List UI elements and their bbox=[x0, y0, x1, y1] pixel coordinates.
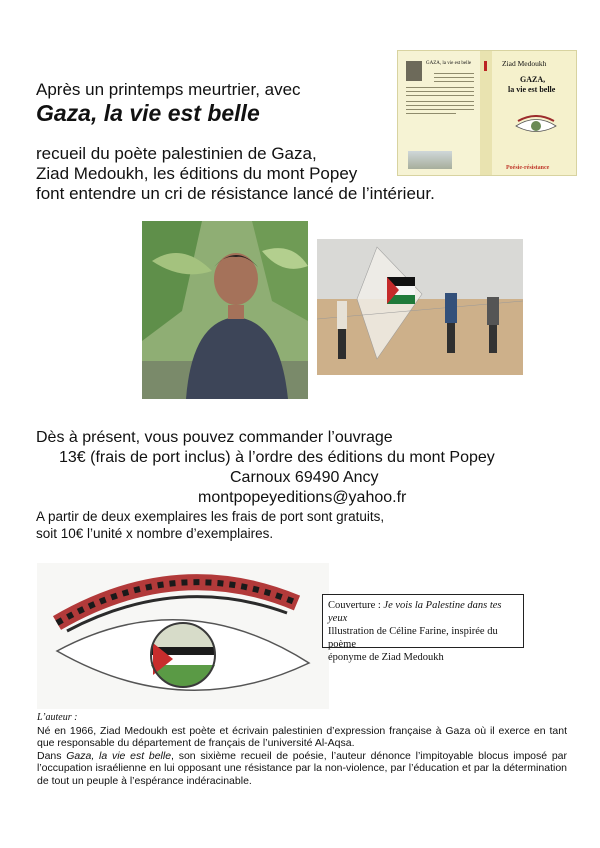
caption-line-3: éponyme de Ziad Medoukh bbox=[328, 652, 444, 663]
book-back-title: GAZA, la vie est belle bbox=[426, 61, 472, 66]
book-cover-image bbox=[397, 50, 577, 176]
order-line-6: soit 10€ l’unité x nombre d’exemplaires. bbox=[36, 526, 274, 541]
book-back-cover bbox=[398, 51, 480, 175]
intro-line-3: Ziad Medoukh, les éditions du mont Popey bbox=[36, 164, 358, 183]
flag-kite-photo bbox=[317, 239, 523, 375]
author-paragraph-1: Né en 1966, Ziad Medoukh est poète et écrivain palestinien d’expression française à Gaza où il exerce en tant que responsable du département de français de l’université Al-Aqsa. bbox=[37, 724, 567, 749]
cover-caption bbox=[322, 594, 524, 663]
book-front-cover bbox=[492, 51, 576, 175]
author-book-title: Gaza, la vie est belle bbox=[66, 749, 172, 762]
book-title: Gaza, la vie est belle bbox=[36, 100, 260, 126]
intro-line-1: Après un printemps meurtrier, avec bbox=[36, 80, 301, 99]
intro-line-2: recueil du poète palestinien de Gaza, bbox=[36, 144, 317, 163]
caption-label: Couverture : bbox=[328, 600, 381, 611]
caption-line-2: Illustration de Céline Farine, inspirée du poème bbox=[328, 626, 498, 650]
order-line-2: 13€ (frais de port inclus) à l’ordre des éditions du mont Popey bbox=[59, 449, 495, 466]
book-cover-title-2: la vie est belle bbox=[508, 85, 556, 94]
book-cover-author: Ziad Medoukh bbox=[502, 59, 547, 68]
order-email: montpopeyeditions@yahoo.fr bbox=[198, 489, 407, 506]
order-line-1: Dès à présent, vous pouvez commander l’ouvrage bbox=[36, 429, 393, 446]
book-cover-title-1: GAZA, bbox=[520, 75, 546, 84]
author-thumbnail bbox=[406, 61, 422, 81]
book-collection: Poésie-résistance bbox=[506, 165, 550, 171]
eye-illustration bbox=[37, 563, 329, 709]
caption-work-title: Je vois la Palestine dans tes yeux bbox=[328, 600, 502, 624]
author-portrait-photo bbox=[142, 221, 308, 399]
back-cover-landscape bbox=[408, 151, 452, 169]
order-line-5: A partir de deux exemplaires les frais de port sont gratuits, bbox=[36, 509, 385, 524]
intro-line-4: font entendre un cri de résistance lancé de l’intérieur. bbox=[36, 184, 435, 203]
author-bio bbox=[37, 712, 567, 787]
author-paragraph-2: Dans Gaza, la vie est belle, son sixième recueil de poésie, l’auteur dénonce l’impitoyable blocus imposé par l’occupation israélienne en lui opposant une résistance par la non-violence, par l’éducation et par la détermination de tout un peuple à l’espérance indéracinable. bbox=[37, 749, 568, 787]
order-info bbox=[36, 428, 566, 542]
order-address: Carnoux 69490 Ancy bbox=[230, 469, 379, 486]
author-label: L’auteur : bbox=[37, 712, 78, 723]
eye-thumbnail-icon bbox=[514, 115, 558, 137]
